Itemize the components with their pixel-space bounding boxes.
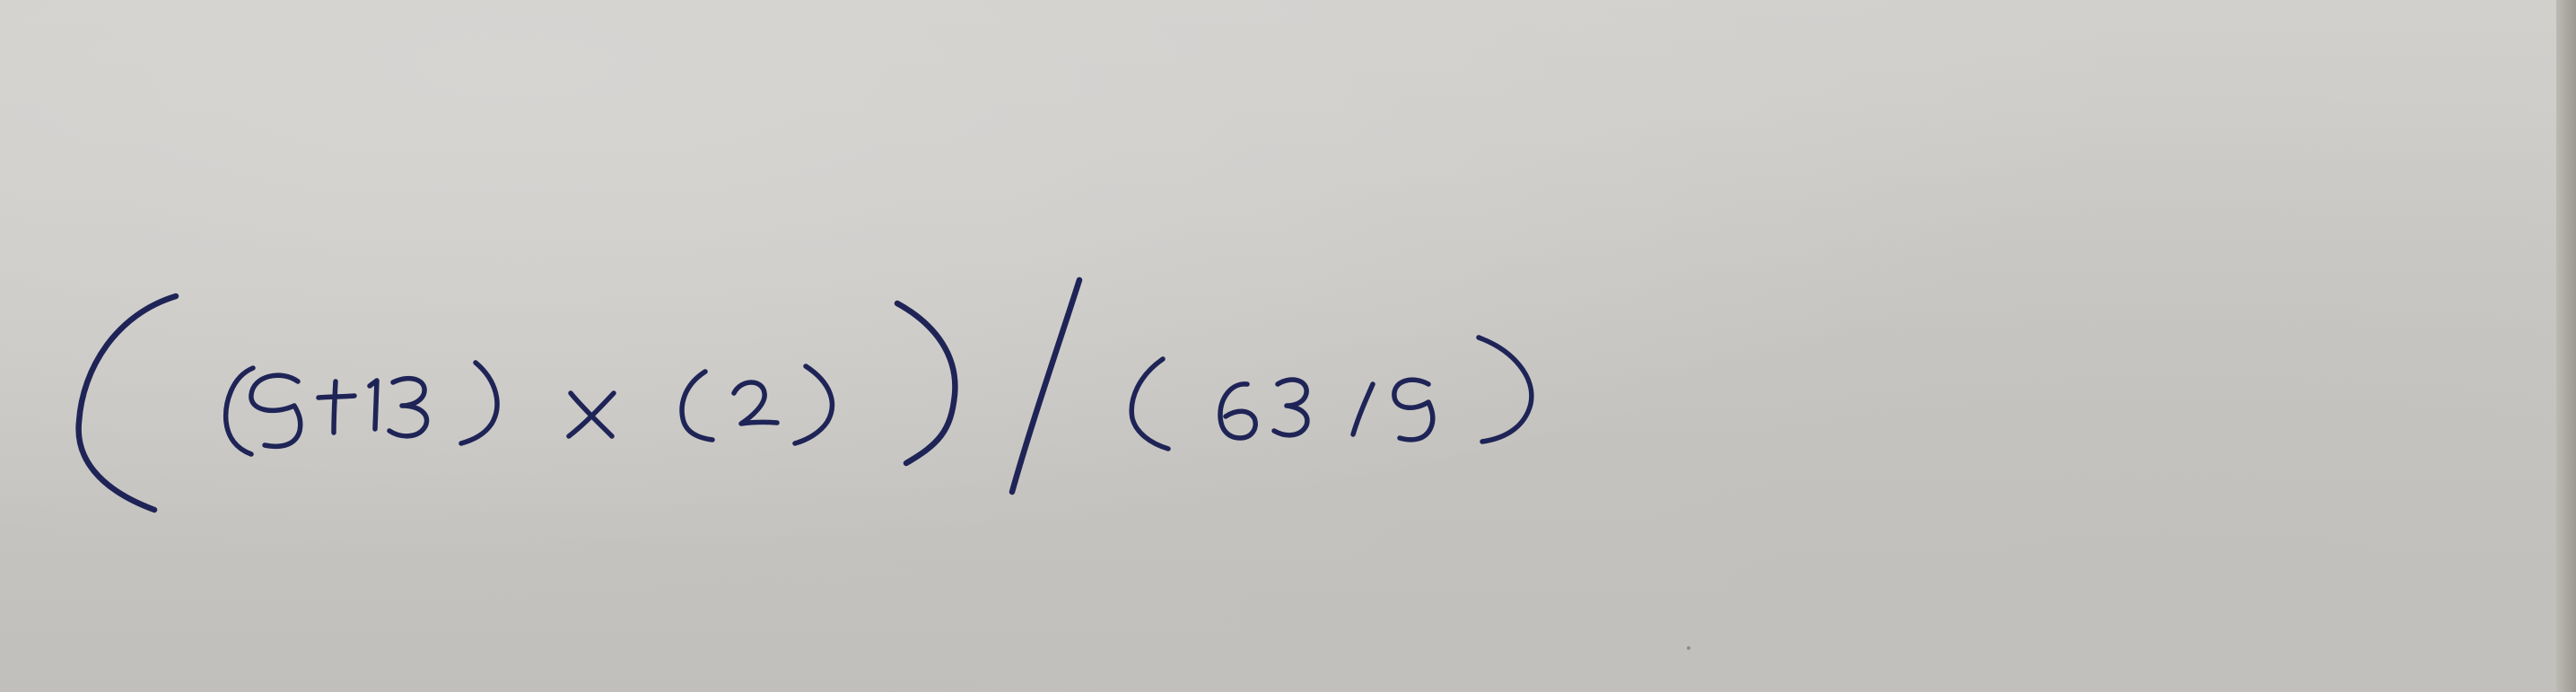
group-2 <box>682 366 832 443</box>
group-3-open-paren <box>1131 359 1168 449</box>
inner-divide-slash <box>1353 384 1373 434</box>
number-63 <box>1220 380 1307 438</box>
group-3 <box>1131 337 1532 449</box>
digit-2 <box>734 382 777 424</box>
multiply-sign <box>569 393 614 436</box>
group-3-close-paren <box>1479 337 1532 442</box>
group-1 <box>226 363 497 454</box>
group-2-open-paren <box>682 372 712 440</box>
outer-close-paren <box>897 303 955 463</box>
group-1-close-paren <box>461 363 497 443</box>
plus-sign <box>319 381 354 433</box>
group-1-open-paren <box>226 368 253 454</box>
outer-open-paren <box>79 296 176 510</box>
digit-9 <box>251 375 301 446</box>
digit-9-denominator <box>1394 380 1433 440</box>
number-13 <box>370 379 427 436</box>
divide-slash <box>1012 280 1079 492</box>
group-2-close-paren <box>795 366 832 443</box>
